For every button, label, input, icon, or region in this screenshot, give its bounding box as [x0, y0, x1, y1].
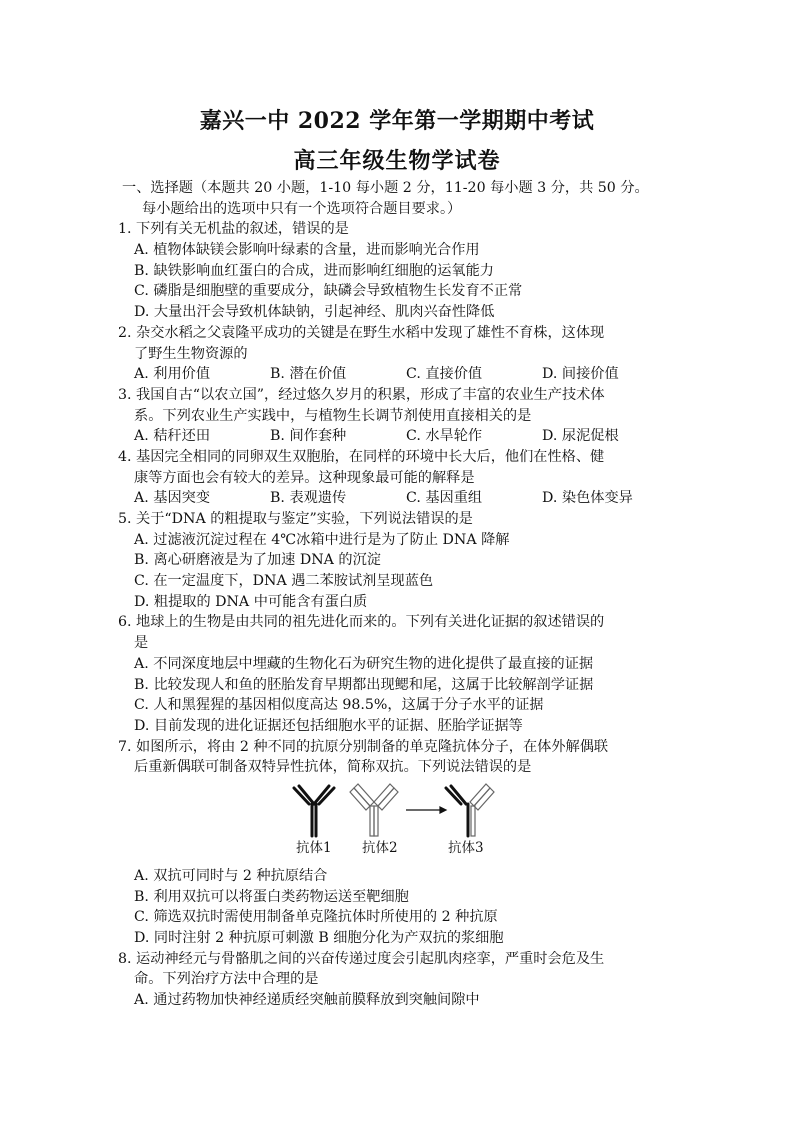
question-stem-cont: 命。下列治疗方法中合理的是 — [134, 971, 319, 988]
option-d: D. 同时注射 2 种抗原可刺激 B 细胞分化为产双抗的浆细胞 — [134, 930, 504, 946]
option-d: D. 染色体变异 — [542, 490, 633, 507]
question-2 — [118, 323, 678, 385]
option-a: A. 双抗可同时与 2 种抗原结合 — [134, 867, 328, 884]
question-stem: 6. 地球上的生物是由共同的祖先进化而来的。下列有关进化证据的叙述错误的 — [118, 614, 605, 631]
question-stem: 8. 运动神经元与骨骼肌之间的兴奋传递过度会引起肌肉痉挛，严重时会危及生 — [118, 950, 605, 967]
option-b: B. 间作套种 — [270, 428, 347, 445]
question-4 — [118, 447, 678, 509]
question-stem: 1. 下列有关无机盐的叙述，错误的是 — [118, 221, 349, 238]
option-d: D. 目前发现的进化证据还包括细胞水平的证据、胚胎学证据等 — [134, 717, 523, 734]
option-d: D. 尿泥促根 — [542, 428, 619, 445]
option-d: D. 大量出汗会导致机体缺钠，引起神经、肌肉兴奋性降低 — [134, 304, 495, 321]
option-a: A. 过滤液沉淀过程在 4℃冰箱中进行是为了防止 DNA 降解 — [134, 531, 510, 548]
option-c: C. 筛选双抗时需使用制备单克隆抗体时所使用的 2 种抗原 — [134, 909, 498, 926]
option-a: A. 植物体缺镁会影响叶绿素的含量，进而影响光合作用 — [134, 242, 480, 259]
option-b: B. 潜在价值 — [270, 366, 347, 383]
question-8 — [118, 949, 678, 1011]
question-stem-cont: 康等方面也会有较大的差异。这种现象最可能的解释是 — [134, 469, 475, 486]
question-stem: 4. 基因完全相同的同卵双生双胞胎，在同样的环境中长大后，他们在性格、健 — [118, 448, 605, 465]
option-b: B. 利用双抗可以将蛋白类药物运送至靶细胞 — [134, 888, 409, 905]
option-a: A. 基因突变 — [134, 490, 211, 507]
question-6 — [118, 612, 678, 736]
exam-content — [118, 178, 678, 1011]
figure-label-3: 抗体3 — [448, 839, 484, 856]
options-row — [118, 488, 678, 509]
antibody-figure — [118, 780, 678, 860]
arrow-icon — [406, 807, 446, 813]
option-a: A. 通过药物加快神经递质经突触前膜释放到突触间隙中 — [134, 992, 480, 1009]
option-c: C. 人和黑猩猩的基因相似度高达 98.5%，这属于分子水平的证据 — [134, 697, 544, 714]
option-b: B. 表观遗传 — [270, 490, 347, 507]
options-row — [118, 426, 678, 447]
section-heading: 一、选择题（本题共 20 小题，1-10 每小题 2 分，11-20 每小题 3 分，共 50 分。 — [122, 180, 649, 196]
figure-label-2: 抗体2 — [362, 839, 398, 856]
question-stem: 7. 如图所示，将由 2 种不同的抗原分别制备的单克隆抗体分子，在体外解偶联 — [118, 738, 609, 755]
question-stem-cont: 后重新偶联可制备双特异性抗体，简称双抗。下列说法错误的是 — [134, 759, 532, 776]
option-a: A. 秸秆还田 — [134, 428, 211, 445]
option-c: C. 在一定温度下，DNA 遇二苯胺试剂呈现蓝色 — [134, 573, 434, 590]
option-b: B. 比较发现人和鱼的胚胎发育早期都出现鳃和尾，这属于比较解剖学证据 — [134, 676, 594, 693]
option-b: B. 缺铁影响血红蛋白的合成，进而影响红细胞的运氧能力 — [134, 262, 494, 279]
option-d: D. 粗提取的 DNA 中可能含有蛋白质 — [134, 593, 368, 610]
option-c: C. 磷脂是细胞壁的重要成分，缺磷会导致植物生长发育不正常 — [134, 283, 523, 300]
antibody-diagram — [288, 780, 508, 842]
antibody-3-icon — [446, 784, 494, 836]
question-stem: 5. 关于“DNA 的粗提取与鉴定”实验，下列说法错误的是 — [118, 511, 473, 527]
question-stem-cont: 是 — [134, 635, 149, 652]
option-c: C. 基因重组 — [406, 490, 483, 507]
question-7 — [118, 737, 678, 949]
section-instruction: 每小题给出的选项中只有一个选项符合题目要求。） — [142, 200, 462, 217]
question-stem-cont: 系。下列农业生产实践中，与植物生长调节剂使用直接相关的是 — [134, 407, 532, 424]
exam-subtitle: 高三年级生物学试卷 — [293, 148, 501, 174]
antibody-2-icon — [350, 784, 398, 836]
question-stem: 3. 我国自古“以农立国”，经过悠久岁月的积累，形成了丰富的农业生产技术体 — [118, 386, 605, 403]
antibody-1-icon — [294, 786, 334, 836]
figure-label-1: 抗体1 — [296, 839, 332, 856]
options-row — [118, 364, 678, 385]
option-a: A. 不同深度地层中埋藏的生物化石为研究生物的进化提供了最直接的证据 — [134, 655, 594, 672]
option-b: B. 离心研磨液是为了加速 DNA 的沉淀 — [134, 552, 381, 569]
option-c: C. 水旱轮作 — [406, 428, 483, 445]
question-stem: 2. 杂交水稻之父袁隆平成功的关键是在野生水稻中发现了雄性不育株，这体现 — [118, 324, 605, 341]
option-d: D. 间接价值 — [542, 366, 619, 383]
question-3 — [118, 385, 678, 447]
question-1 — [118, 219, 678, 322]
question-5 — [118, 509, 678, 612]
question-stem-cont: 了野生生物资源的 — [134, 345, 248, 362]
option-c: C. 直接价值 — [406, 366, 483, 383]
exam-title: 嘉兴一中 2022 学年第一学期期中考试 — [199, 108, 595, 134]
option-a: A. 利用价值 — [134, 366, 211, 383]
